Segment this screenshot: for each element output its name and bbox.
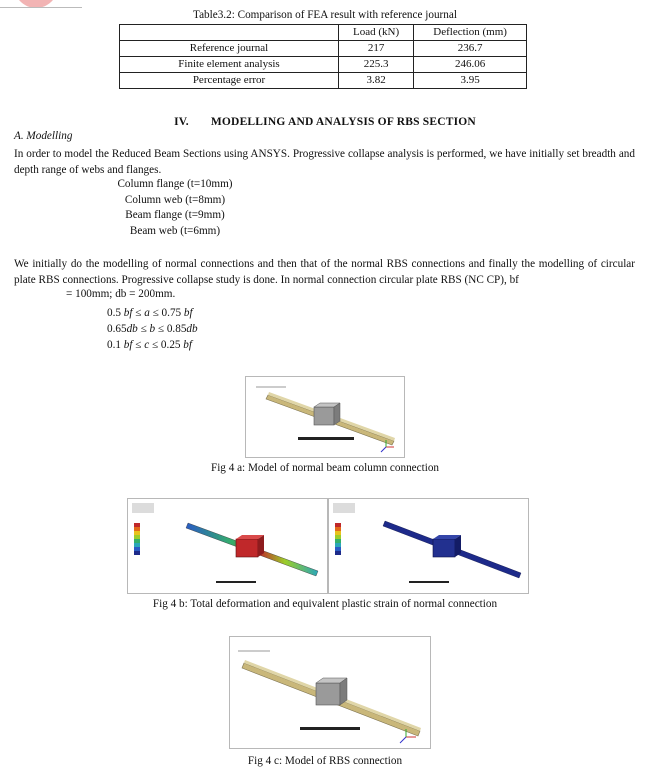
dimension-item: Column flange (t=10mm) [117, 178, 233, 190]
inequality-c: 0.1 bf ≤ c ≤ 0.25 bf [107, 339, 192, 351]
figure-4b-strain-image [328, 498, 529, 594]
inequality-b: 0.65db ≤ b ≤ 0.85db [107, 323, 198, 335]
table-row [120, 41, 527, 57]
table-caption: Table3.2: Comparison of FEA result with reference journal [193, 9, 457, 21]
figure-4a-image [245, 376, 405, 458]
figure-4c-image [229, 636, 431, 749]
paragraph-modelling: We initially do the modelling of normal connections and then that of the normal RBS connections and finally the modelling of circular plate RBS connections. Progressive collapse study is done. In normal connection circular plate RBS (NC CP), bf [14, 258, 635, 286]
section-heading [0, 116, 650, 128]
table-cell: 3.82 [339, 73, 414, 89]
figure-4b-deformation-image [127, 498, 328, 594]
paragraph-continuation: = 100mm; db = 200mm. [66, 288, 176, 300]
table-cell: Percentage error [120, 73, 339, 89]
section-number: IV. [174, 116, 189, 128]
dimension-item: Beam web (t=6mm) [129, 224, 221, 237]
section-title: MODELLING AND ANALYSIS OF RBS SECTION [210, 116, 476, 128]
table-header-cell: Load (kN) [339, 25, 414, 41]
table-cell: 236.7 [414, 41, 527, 57]
table-row [120, 57, 527, 73]
dimension-list [96, 177, 254, 239]
dimension-item: Beam flange (t=9mm) [125, 209, 225, 221]
inequality-a: 0.5 bf ≤ a ≤ 0.75 bf [107, 307, 193, 319]
table-header-cell [120, 25, 339, 41]
table-cell: 225.3 [339, 57, 414, 73]
dimension-item: Column web (t=8mm) [124, 193, 226, 206]
table-header-row [120, 25, 527, 41]
figure-4b-caption: Fig 4 b: Total deformation and equivalent plastic strain of normal connection [152, 598, 498, 610]
paragraph-intro: In order to model the Reduced Beam Sections using ANSYS. Progressive collapse analysis is performed, we have initially set breadth and depth range of webs and flanges. [14, 148, 635, 176]
table-header-cell: Deflection (mm) [414, 25, 527, 41]
table-cell: Reference journal [120, 41, 339, 57]
table-cell: 217 [339, 41, 414, 57]
table-cell: Finite element analysis [120, 57, 339, 73]
table-cell: 3.95 [414, 73, 527, 89]
comparison-table [119, 24, 527, 89]
table-cell: 246.06 [414, 57, 527, 73]
inequality-list [107, 305, 198, 353]
figure-4a-caption: Fig 4 a: Model of normal beam column connection [210, 462, 440, 474]
table-row [120, 73, 527, 89]
figure-4c-caption: Fig 4 c: Model of RBS connection [247, 755, 403, 767]
header-rule [0, 7, 82, 8]
subsection-heading: A. Modelling [14, 130, 73, 142]
